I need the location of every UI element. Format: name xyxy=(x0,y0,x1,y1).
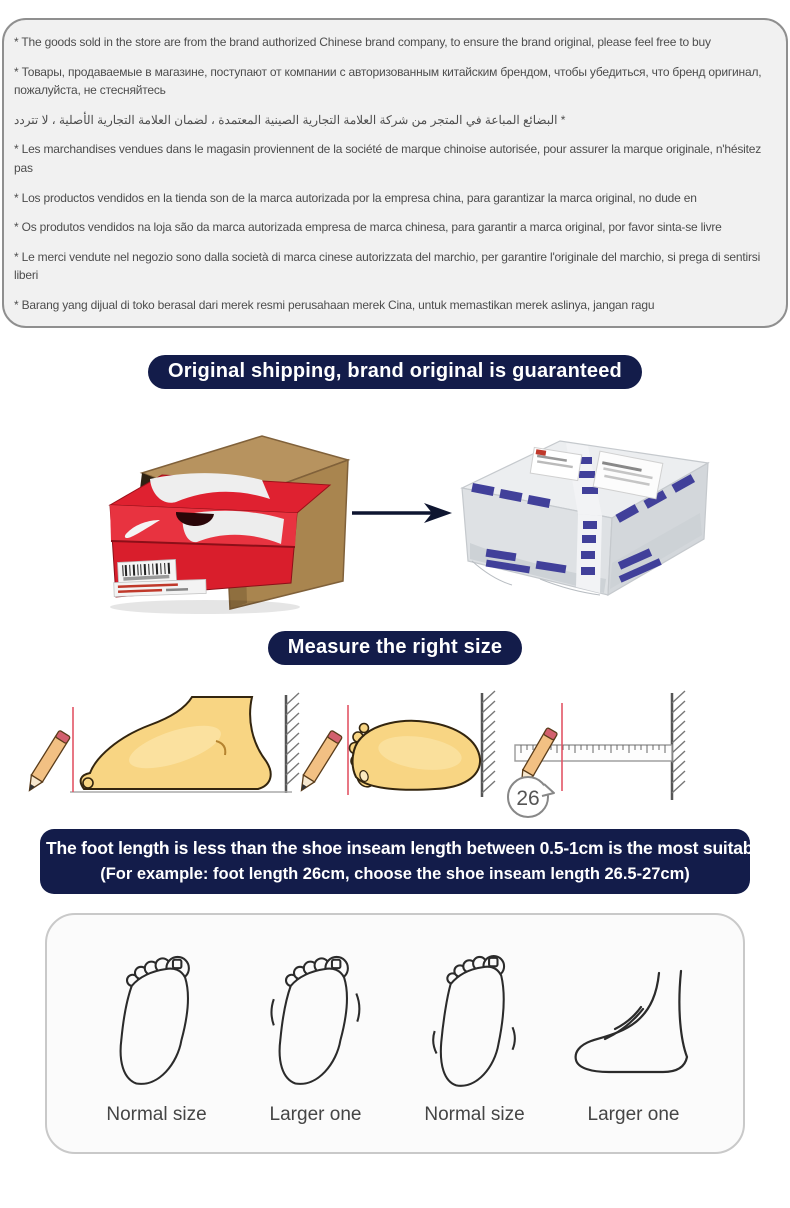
disclaimer-line-id: * Barang yang dijual di toko berasal dari merek resmi perusahaan merek Cina, untuk memastikan merek aslinya, jangan ragu xyxy=(14,297,655,312)
foot-top-measure-illustration xyxy=(296,691,495,797)
banner-fit-advice xyxy=(40,829,768,894)
disclaimer-line-en: * The goods sold in the store are from the brand authorized Chinese brand company, to ensure the brand original, please feel free to buy xyxy=(14,35,711,49)
shipping-figure xyxy=(0,413,790,625)
sizing-item-2 xyxy=(236,941,395,1126)
disclaimer-line-es: * Los productos vendidos en la tienda son de la marca autorizada por la empresa china, para garantizar la marca original, no dude en xyxy=(14,190,697,205)
banner-original-shipping: Original shipping, brand original is guaranteed xyxy=(148,355,642,389)
barcode-label xyxy=(118,559,177,583)
sizing-label: Larger one xyxy=(269,1103,362,1125)
disclaimer-box xyxy=(2,18,788,328)
foot-outline-wider-icon xyxy=(266,941,366,1091)
arrow-icon xyxy=(352,503,452,523)
sizing-label: Normal size xyxy=(424,1103,525,1125)
ruler-measure-illustration xyxy=(508,691,685,817)
disclaimer-line-pt: * Os produtos vendidos na loja são da marca autorizada empresa de marca chinesa, para garantir a marca original, por favor sinta-se livre xyxy=(14,220,722,235)
pencil-icon xyxy=(24,730,71,794)
wrapped-parcel-illustration xyxy=(462,441,708,595)
fit-advice-line1: The foot length is less than the shoe inseam length between 0.5-1cm is the most suitable xyxy=(46,837,768,858)
disclaimer-line-it: * Le merci vendute nel negozio sono dalla società di marca cinese autorizzata del marchio, per garantire l'originale del marchio, si prega di sentirsi liberi xyxy=(14,249,761,283)
sizing-label: Larger one xyxy=(587,1103,680,1125)
foot-side-measure-illustration xyxy=(24,693,299,794)
sizing-item-1 xyxy=(77,941,236,1126)
disclaimer-line-ar: * البضائع المباعة في المتجر من شركة العلامة التجارية الصينية المعتمدة ، لضمان العلامة التجارية الأصلية ، لا تتردد xyxy=(14,112,566,127)
product-description-page xyxy=(0,18,790,1208)
disclaimer-line-ru: * Товары, продаваемые в магазине, поступают от компании с авторизованным китайским брендом, чтобы убедиться, что бренд оригинал, пожалуйста, не стесняйтесь xyxy=(14,64,762,98)
foot-outline-normal-icon xyxy=(107,941,207,1091)
banner-measure-size: Measure the right size xyxy=(268,631,522,665)
foot-outline-longer-icon xyxy=(425,941,525,1091)
sizing-item-3 xyxy=(395,941,554,1126)
sizing-label: Normal size xyxy=(106,1103,207,1125)
sizing-item-4 xyxy=(554,941,713,1126)
example-foot-length: 26 xyxy=(516,786,540,810)
sizing-guide-box xyxy=(45,913,745,1154)
foot-side-outline-icon xyxy=(559,941,709,1091)
disclaimer-line-fr: * Les marchandises vendues dans le magasin proviennent de la société de marque chinoise autorisée, pour assurer la marque originale, n'hésitez pas xyxy=(14,142,762,175)
product-label xyxy=(114,579,206,596)
fit-advice-line2: (For example: foot length 26cm, choose the shoe inseam length 26.5-27cm) xyxy=(100,864,690,883)
measuring-figure xyxy=(0,685,790,825)
pencil-icon xyxy=(296,730,343,794)
